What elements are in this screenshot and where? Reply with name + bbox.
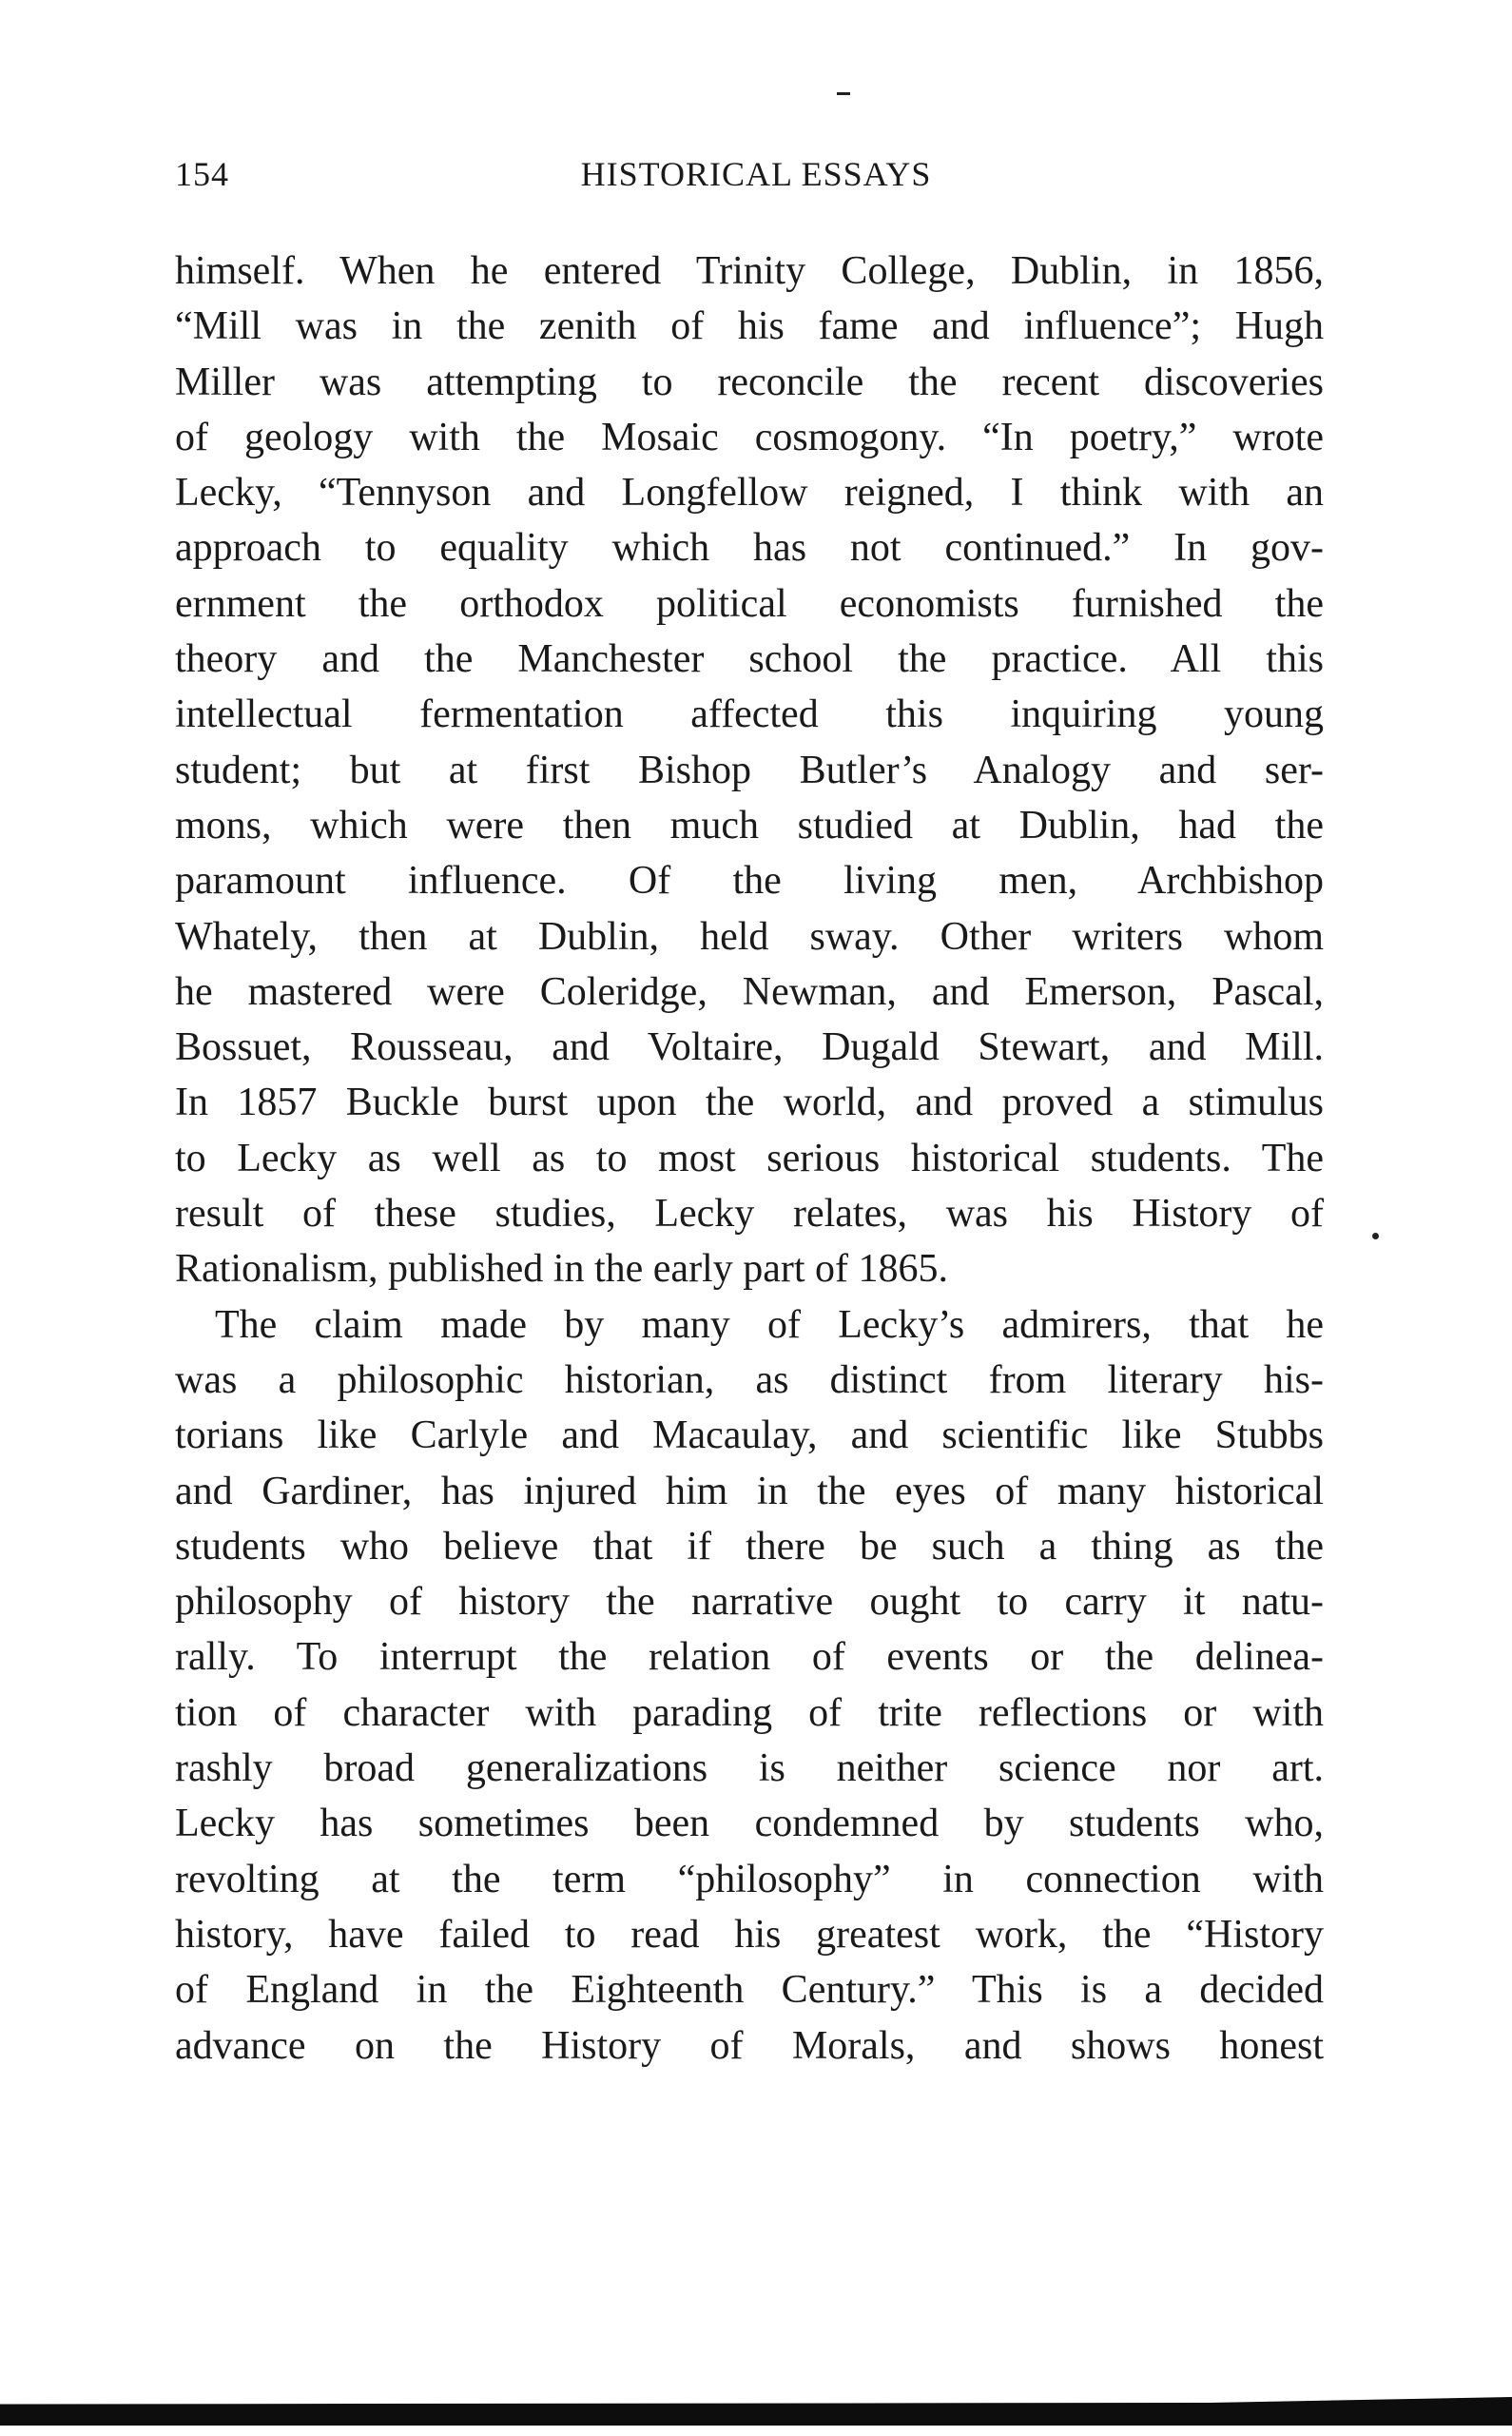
scan-edge-bar	[0, 2397, 1512, 2426]
text-line: Lecky, “Tennyson and Longfellow reigned, I think with an	[175, 471, 1324, 516]
text-line: Rationalism, published in the early part of 1865.	[175, 1247, 949, 1292]
text-line: intellectual fermentation affected this inquiring young	[175, 692, 1324, 737]
text-line: he mastered were Coleridge, Newman, and Emerson, Pascal,	[175, 969, 1324, 1014]
text-line: to Lecky as well as to most serious historical students. The	[175, 1136, 1324, 1180]
text-line: Lecky has sometimes been condemned by students who,	[175, 1802, 1324, 1846]
text-line: ernment the orthodox political economists furnished the	[175, 581, 1324, 626]
text-line: approach to equality which has not continued.” In gov-	[175, 526, 1324, 571]
text-line: of geology with the Mosaic cosmogony. “In poetry,” wrote	[175, 415, 1324, 459]
text-line: result of these studies, Lecky relates, was his History of	[175, 1192, 1324, 1237]
text-line: and Gardiner, has injured him in the eyes of many historical	[175, 1469, 1324, 1513]
text-line: paramount influence. Of the living men, Archbishop	[175, 859, 1324, 904]
text-line: Whately, then at Dublin, held sway. Other writers whom	[175, 914, 1324, 959]
paragraph	[175, 1297, 1324, 2074]
running-head: HISTORICAL ESSAYS	[580, 155, 932, 193]
text-line: student; but at first Bishop Butler’s Analogy and ser-	[175, 748, 1324, 792]
scan-speck	[1372, 1233, 1379, 1239]
text-line: Miller was attempting to reconcile the recent discoveries	[175, 360, 1324, 404]
text-line: torians like Carlyle and Macaulay, and scientific like Stubbs	[175, 1413, 1324, 1458]
text-line: mons, which were then much studied at Dublin, had the	[175, 803, 1324, 848]
text-line: In 1857 Buckle burst upon the world, and proved a stimulus	[175, 1081, 1324, 1125]
text-line: history, have failed to read his greatest work, the “History	[175, 1912, 1324, 1957]
text-line: of England in the Eighteenth Century.” This is a decided	[175, 1968, 1324, 2013]
text-line: was a philosophic historian, as distinct from literary his-	[175, 1357, 1324, 1402]
page-number: 154	[175, 155, 229, 193]
text-line: rashly broad generalizations is neither science nor art.	[175, 1746, 1324, 1791]
text-line: tion of character with parading of trite reflections or with	[175, 1690, 1324, 1735]
text-line: The claim made by many of Lecky’s admirers, that he	[215, 1302, 1324, 1347]
paragraph	[175, 244, 1324, 1297]
body-text	[175, 244, 1324, 2074]
scan-mark	[837, 92, 850, 95]
text-line: himself. When he entered Trinity College, Dublin, in 1856,	[175, 249, 1324, 293]
text-line: philosophy of history the narrative ought to carry it natu-	[175, 1580, 1324, 1625]
text-line: “Mill was in the zenith of his fame and influence”; Hugh	[175, 304, 1324, 349]
text-line: theory and the Manchester school the practice. All this	[175, 637, 1324, 682]
text-line: Bossuet, Rousseau, and Voltaire, Dugald Stewart, and Mill.	[175, 1025, 1324, 1070]
text-line: advance on the History of Morals, and shows honest	[175, 2023, 1324, 2068]
text-line: students who believe that if there be such a thing as the	[175, 1524, 1324, 1569]
text-line: revolting at the term “philosophy” in connection with	[175, 1857, 1324, 1901]
text-line: rally. To interrupt the relation of events or the delinea-	[175, 1635, 1324, 1680]
